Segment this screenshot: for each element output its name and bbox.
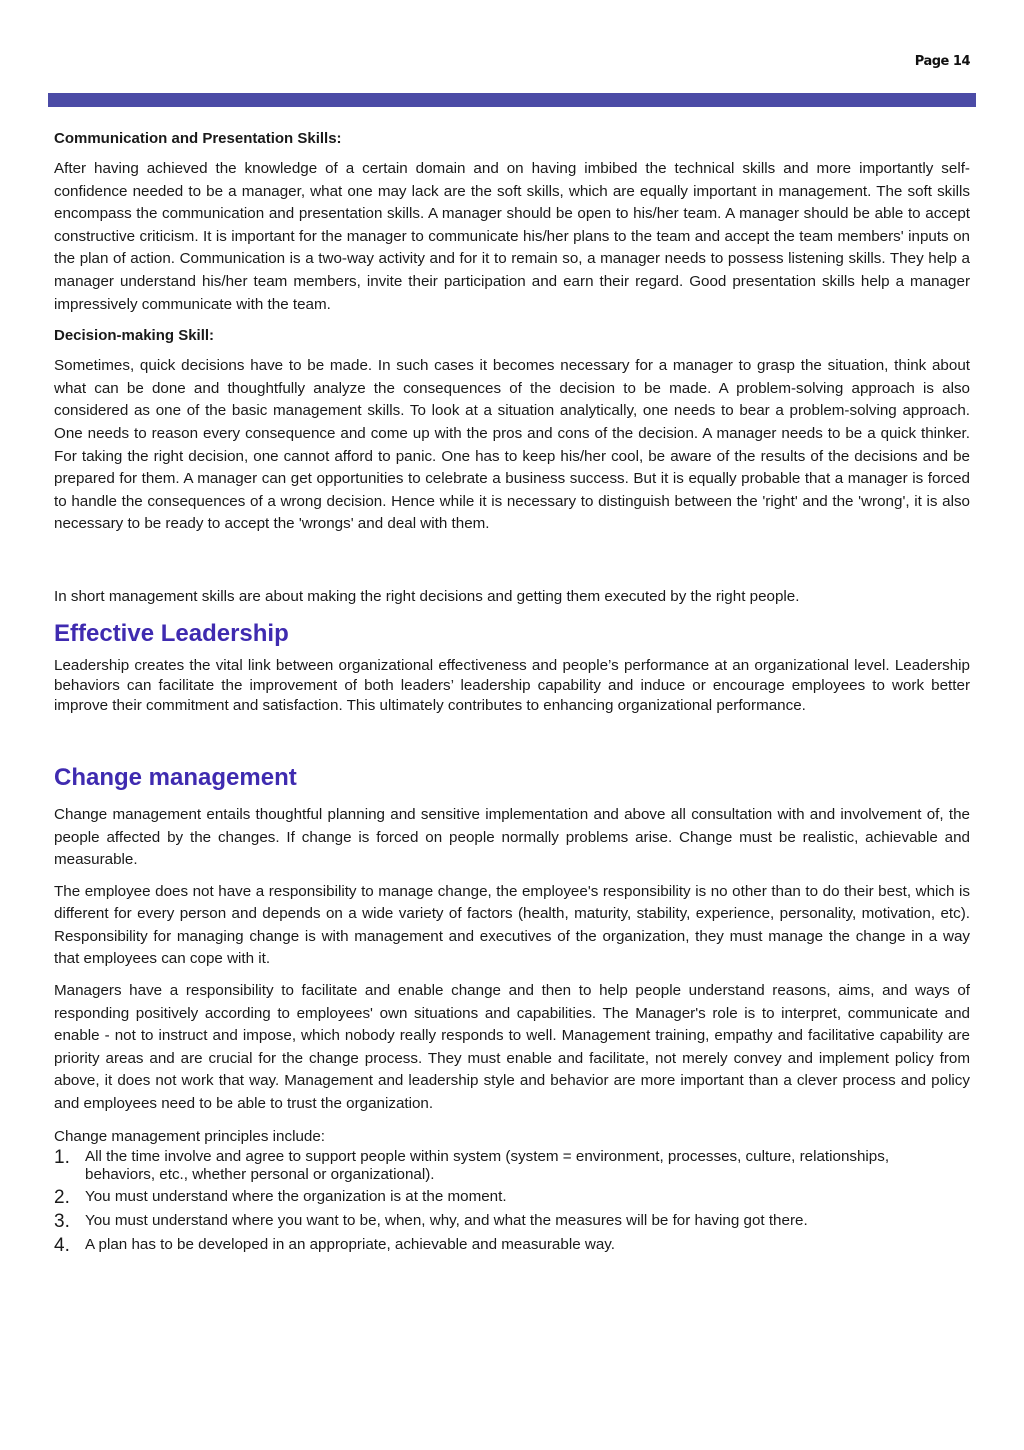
list-item [54,1236,970,1256]
change-paragraph-3: Managers have a responsibility to facilitate and enable change and then to help people understand reasons, aims, and ways of responding positively according to employees' own situations and capabilities. The Manager's role is to interpret, communicate and enable - not to instruct and impose, which nobody really responds to well. Management training, empathy and facilitative capability are priority areas and are crucial for the change process. They must enable and facilitate, not merely convey and implement policy from above, it does not work that way. Management and leadership style and behavior are more important than a clever process and policy and employees need to be able to trust the organization. [54,982,970,1113]
list-item-text: A plan has to be developed in an appropriate, achievable and measurable way. [85,1235,615,1253]
list-item [54,1212,970,1232]
page-number: Page 14 [914,54,970,69]
leadership-body: Leadership creates the vital link between organizational effectiveness and people’s performance at an organizational level. Leadership behaviors can facilitate the improvement of both leaders’ leadership capability and induce or encourage employees to work better improve their commitment and satisfaction. This ultimately contributes to enhancing organizational performance. [54,656,970,714]
change-paragraph-2: The employee does not have a responsibility to manage change, the employee's responsibility is no other than to do their best, which is different for every person and depends on a wide variety of factors (health, maturity, stability, experience, personality, motivation, etc). Responsibility for managing change is with management and executives of the organization, they must manage the change in a way that employees can cope with it. [54,882,970,968]
communication-title: Communication and Presentation Skills: [54,130,342,147]
change-heading: Change management [54,763,297,791]
list-item-text: You must understand where the organization is at the moment. [85,1187,507,1205]
list-item-number: 4. [54,1234,70,1256]
principles-intro: Change management principles include: [54,1127,326,1145]
header-bar [48,93,976,107]
list-item-text: All the time involve and agree to support people within system (system = environment, processes, culture, relationships, behaviors, etc., whether personal or organizational). [85,1147,890,1183]
list-item-text: You must understand where you want to be, when, why, and what the measures will be for having got there. [85,1211,808,1229]
list-item-number: 3. [54,1210,70,1232]
page-content [54,128,970,1256]
list-item-number: 2. [54,1186,70,1208]
decision-title: Decision-making Skill: [54,327,215,345]
principles-list [54,1148,970,1256]
list-item [54,1148,970,1184]
communication-body: After having achieved the knowledge of a certain domain and on having imbibed the technical skills and more importantly self-confidence needed to be a manager, what one may lack are the soft skills, which are equally important in management. The soft skills encompass the communication and presentation skills. A manager should be open to his/her team. A manager should be able to accept constructive criticism. It is important for the manager to communicate his/her plans to the team and accept the team members' inputs on the plan of action. Communication is a two-way activity and for it to remain so, a manager needs to possess listening skills. They help a manager understand his/her team members, invite their participation and earn their regard. Good presentation skills help a manager impressively communicate with the team. [54,160,970,313]
leadership-heading: Effective Leadership [54,619,289,647]
list-item [54,1188,970,1208]
decision-body: Sometimes, quick decisions have to be made. In such cases it becomes necessary for a manager to grasp the situation, think about what can be done and thoughtfully analyze the consequences of the decision to be made. A problem-solving approach is also considered as one of the basic management skills. To look at a situation analytically, one needs to bear a problem-solving approach. One needs to reason every consequence and come up with the pros and cons of the decision. A manager needs to be a quick thinker. For taking the right decision, one cannot afford to panic. One has to keep his/her cool, be aware of the results of the decisions and be prepared for them. A manager can get opportunities to celebrate a business success. But it is equally probable that a manager is forced to handle the consequences of a wrong decision. Hence while it is necessary to distinguish between the 'right' and the 'wrong', it is also necessary to be ready to accept the 'wrongs' and deal with them. [54,357,970,533]
list-item-number: 1. [54,1146,70,1168]
change-paragraph-1: Change management entails thoughtful planning and sensitive implementation and above all consultation with and involvement of, the people affected by the changes. If change is forced on people normally problems arise. Change must be realistic, achievable and measurable. [54,805,970,869]
summary-text: In short management skills are about making the right decisions and getting them executed by the right people. [54,587,800,605]
